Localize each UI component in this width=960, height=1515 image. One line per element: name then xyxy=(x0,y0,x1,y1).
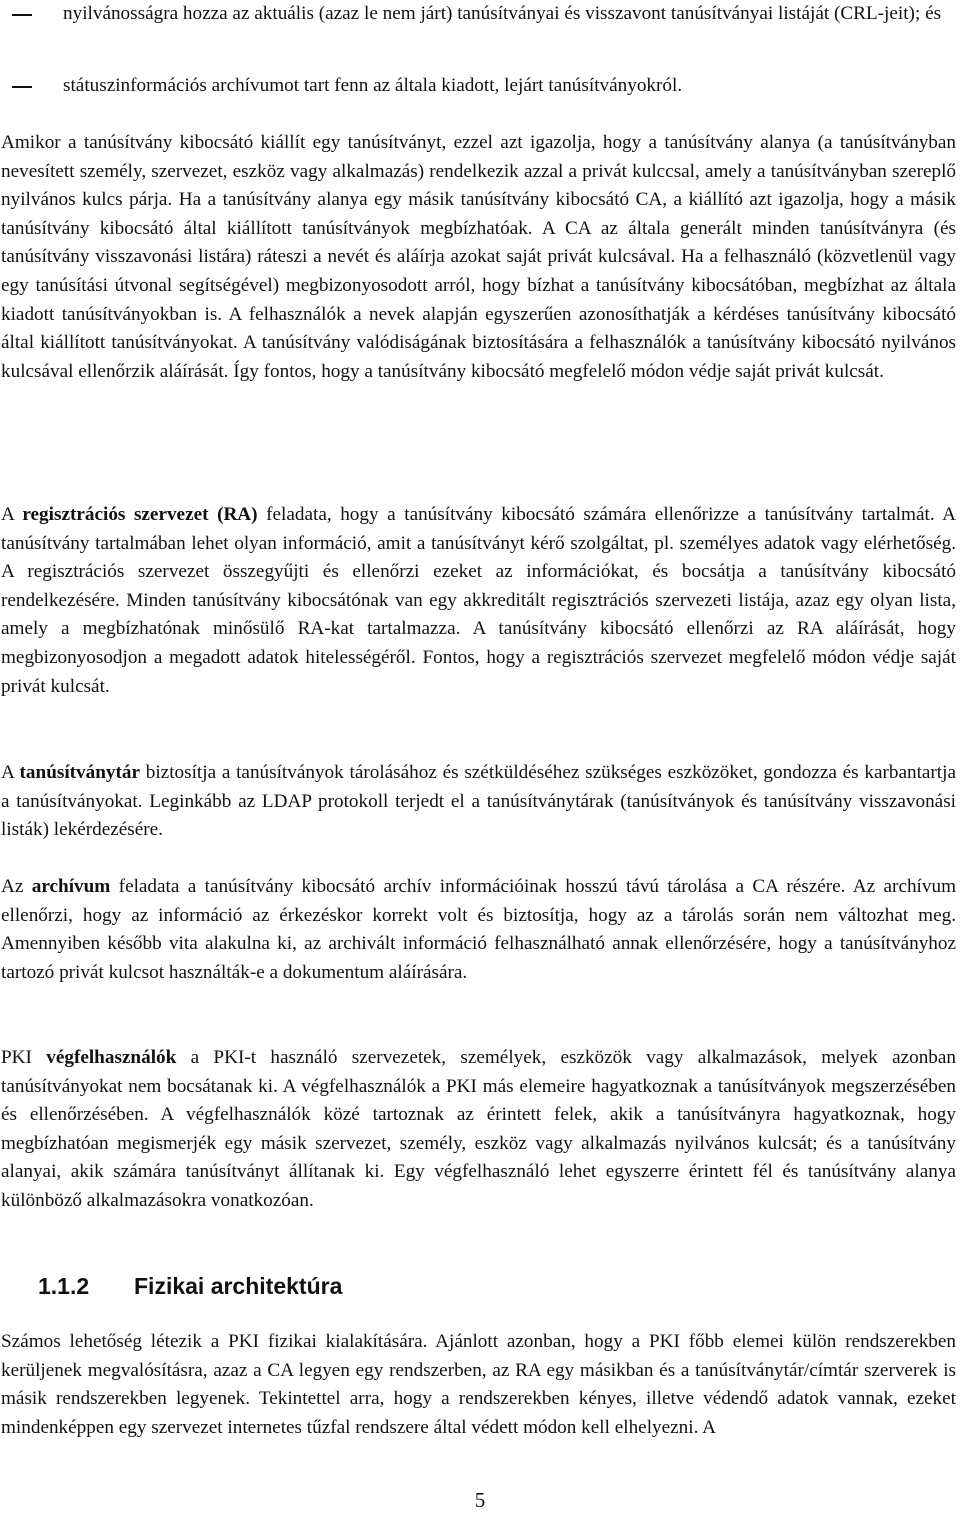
section-title: Fizikai architektúra xyxy=(134,1273,343,1299)
page-number: 5 xyxy=(474,1488,486,1512)
text-run: A xyxy=(1,762,20,783)
term-bold: végfelhasználók xyxy=(46,1047,177,1068)
paragraph-registration-authority xyxy=(1,501,956,701)
section-number: 1.1.2 xyxy=(38,1273,90,1299)
bullet-item xyxy=(1,0,956,29)
bullet-item xyxy=(1,72,956,101)
text-run: Az xyxy=(1,876,32,897)
paragraph-certificate-store xyxy=(1,759,956,845)
paragraph-archive xyxy=(1,873,956,987)
bullet-text: státuszinformációs archívumot tart fenn az általa kiadott, lejárt tanúsítványokról. xyxy=(63,75,683,96)
text-run: a PKI-t használó szervezetek, személyek, eszközök vagy alkalmazások, melyek azonban tanúsítványokat nem bocsátanak ki. A végfelhasználók a PKI más elemeire hagyatkoznak a tanúsítványok megszerzésében és ellenőrzésében. A végfelhasználók közé tartoznak az érintett felek, akik a tanúsítványra hagyatkoznak, hogy megbízhatóan megismerjék egy másik szervezet, személy, eszköz vagy alkalmazás nyilvános kulcsát; és a tanúsítvány alanyai, akik számára tanúsítványt állítanak ki. Egy végfelhasználó lehet egyszerre érintett fél és tanúsítvány alanya különböző alkalmazásokra vonatkozóan. xyxy=(1,1047,956,1211)
paragraph-certificate-authority: Amikor a tanúsítvány kibocsátó kiállít egy tanúsítványt, ezzel azt igazolja, hogy a tanúsítvány alanya (a tanúsítványban nevesített személy, szervezet, eszköz vagy alkalmazás) rendelkezik azzal a privát kulccsal, amely a tanúsítványban szereplő nyilvános kulcs párja. Ha a tanúsítvány alanya egy másik tanúsítvány kibocsátó CA, a kiállító azt igazolja, hogy a másik tanúsítvány kibocsátó által kiállított tanúsítványok megbízhatóak. A CA az általa generált minden tanúsítványra (és tanúsítvány visszavonási listára) ráteszi a nevét és aláírja azokat saját privát kulcsával. Ha a felhasználó (közvetlenül vagy egy tanúsítási útvonal segítségével) megbizonyosodott arról, hogy bízhat a tanúsítvány kibocsátóban, megbízhat az általa kiadott tanúsítványokban is. A felhasználók a nevek alapján egyszerűen azonosíthatják a kérdéses tanúsítvány kibocsátó által kiállított tanúsítványokat. A tanúsítvány valódiságának biztosítására a felhasználók a tanúsítvány kibocsátó nyilvános kulcsával ellenőrzik aláírását. Így fontos, hogy a tanúsítvány kibocsátó megfelelő módon védje saját privát kulcsát. xyxy=(1,132,956,382)
term-bold: archívum xyxy=(31,876,111,897)
text-run: biztosítja a tanúsítványok tárolásához és szétküldéséhez szükséges eszközöket, gondozza és karbantartja a tanúsítványokat. Leginkább az LDAP protokoll terjedt el a tanúsítványtárak (tanúsítványok és tanúsítvány visszavonási listák) lekérdezésére. xyxy=(1,762,956,841)
bullet-text: nyilvánosságra hozza az aktuális (azaz le nem járt) tanúsítványai és visszavont tanúsítványai listáját (CRL-jeit); és xyxy=(63,3,942,24)
text-run: feladata, hogy a tanúsítvány kibocsátó számára ellenőrizze a tanúsítvány tartalmát. A tanúsítvány tartalmában lehet olyan információ, amit a tanúsítványt kérő szolgáltat, pl. személyes adatok vagy elérhetőség. A regisztrációs szervezet összegyűjti és ellenőrzi ezeket az információkat, és bocsátja a tanúsítvány kibocsátó rendelkezésére. Minden tanúsítvány kibocsátónak van egy akkreditált regisztrációs szervezeti listája, azaz egy olyan lista, amely a megbízhatónak minősülő RA-kat tartalmazza. A tanúsítvány kibocsátó ellenőrzi az RA aláírását, hogy megbizonyosodjon a megadott adatok hitelességéről. Fontos, hogy a regisztrációs szervezet megfelelő módon védje saját privát kulcsát. xyxy=(1,504,956,697)
dash-bullet-icon xyxy=(12,86,32,88)
term-bold: regisztrációs szervezet (RA) xyxy=(22,504,258,525)
text-run: PKI xyxy=(1,1047,47,1068)
paragraph-end-users xyxy=(1,1044,956,1216)
text-run: A xyxy=(1,504,23,525)
term-bold: tanúsítványtár xyxy=(19,762,141,783)
section-heading xyxy=(38,1272,342,1300)
dash-bullet-icon xyxy=(12,14,32,16)
text-run: feladata a tanúsítvány kibocsátó archív információinak hosszú távú tárolása a CA részére. Az archívum ellenőrzi, hogy az információ az érkezéskor korrekt volt és biztosítja, hogy az a tárolás során nem változhat meg. Amennyiben később vita alakulna ki, az archivált információ felhasználható annak ellenőrzésére, hogy a tanúsítványhoz tartozó privát kulcsot használták-e a dokumentum aláírására. xyxy=(1,876,956,983)
paragraph-physical-architecture: Számos lehetőség létezik a PKI fizikai kialakítására. Ajánlott azonban, hogy a PKI főbb elemei külön rendszerekben kerüljenek megvalósításra, azaz a CA legyen egy rendszerben, az RA egy másikban és a tanúsítványtár/címtár szerverek is másik rendszerekben legyenek. Tekintettel arra, hogy a rendszerekben kényes, illetve védendő adatok vannak, ezeket mindenképpen egy szervezet internetes tűzfal rendszere által védett módon kell elhelyezni. A xyxy=(1,1331,956,1438)
